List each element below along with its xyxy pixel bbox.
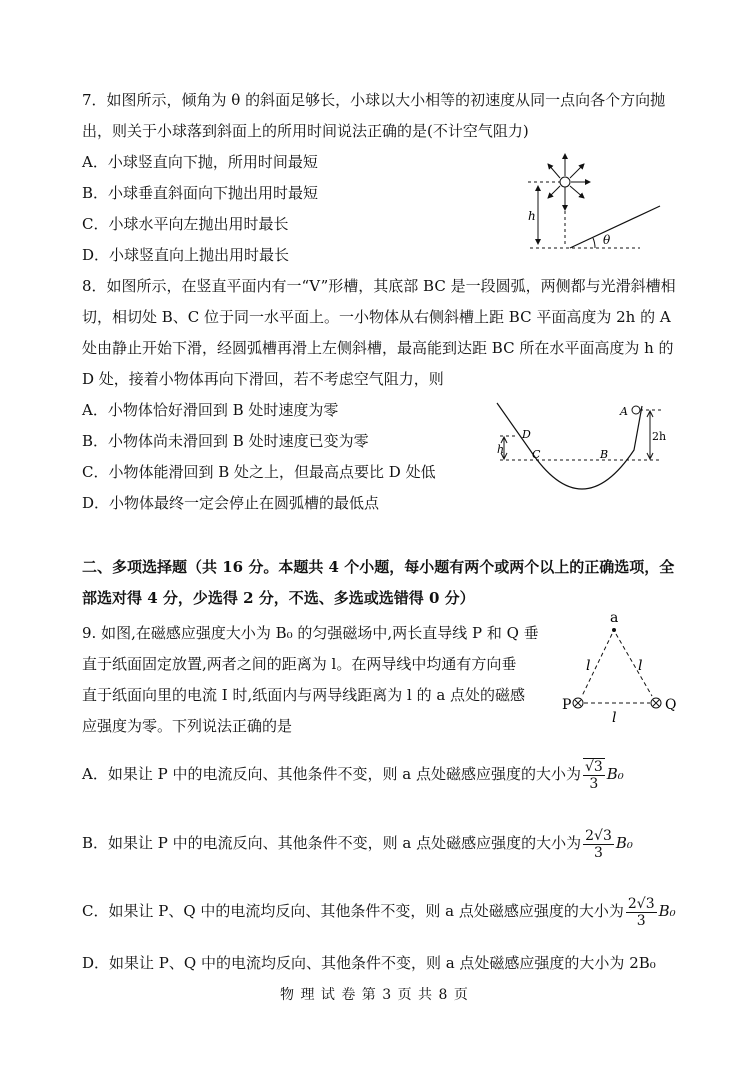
q9-fig-l-bottom: l: [612, 710, 617, 726]
q9-fig-l-right: l: [638, 658, 643, 674]
q8-option-b: B．小物体尚未滑回到 B 处时速度已变为零: [82, 432, 369, 450]
q9-stem-line4: 应强度为零。下列说法正确的是: [82, 717, 293, 735]
q9-option-c-text: C．如果让 P、Q 中的电流均反向、其他条件不变，则 a 点处磁感应强度的大小为: [82, 902, 624, 920]
q9-option-c-denominator: 3: [636, 912, 646, 929]
q9-option-b-fraction: [583, 828, 614, 861]
q9-option-a-text: A．如果让 P 中的电流反向、其他条件不变，则 a 点处磁感应强度的大小为: [82, 765, 581, 783]
q9-fig-q-label: Q: [665, 697, 677, 713]
q7-option-b: B．小球垂直斜面向下抛出用时最短: [82, 184, 319, 202]
q7-option-d: D．小球竖直向上抛出用时最长: [82, 246, 290, 264]
q9-option-b: [82, 825, 633, 861]
q9-figure: [562, 606, 690, 726]
q8-figure: [492, 398, 672, 493]
q9-stem-line2: 直于纸面固定放置,两者之间的距离为 l。在两导线中均通有方向垂: [82, 655, 517, 673]
q8-stem-line1: 8．如图所示，在竖直平面内有一“V”形槽，其底部 BC 是一段圆弧，两侧都与光滑斜槽相: [82, 277, 676, 295]
q9-option-b-text: B．如果让 P 中的电流反向、其他条件不变，则 a 点处磁感应强度的大小为: [82, 834, 582, 852]
q8-option-a: A．小物体恰好滑回到 B 处时速度为零: [82, 401, 339, 419]
q8-fig-a-label: A: [620, 405, 628, 418]
q7-stem-line2: 出，则关于小球落到斜面上的所用时间说法正确的是(不计空气阻力): [82, 122, 529, 140]
q9-option-a: [82, 756, 624, 792]
q9-option-a-unit: B₀: [606, 765, 624, 783]
q8-option-d: D．小物体最终一定会停止在圆弧槽的最低点: [82, 494, 380, 512]
q9-fig-l-left: l: [586, 658, 591, 674]
q7-option-a: A．小球竖直向下抛，所用时间最短: [82, 153, 318, 171]
q8-stem-line4: D 处，接着小物体再向下滑回，若不考虑空气阻力，则: [82, 370, 444, 388]
q7-fig-h-label: h: [528, 209, 536, 223]
q9-option-b-numerator: 2√3: [585, 827, 612, 844]
q9-fig-p-label: P: [562, 697, 572, 713]
q9-option-c-unit: B₀: [658, 902, 676, 920]
q8-fig-d-label: D: [522, 428, 531, 441]
section2-heading-line2: 部选对得 4 分，少选得 2 分，不选、多选或选错得 0 分）: [82, 589, 475, 607]
q9-stem-line1: 9. 如图,在磁感应强度大小为 B₀ 的匀强磁场中,两长直导线 P 和 Q 垂: [82, 624, 539, 642]
q7-figure: [520, 150, 670, 255]
q9-option-a-fraction: [583, 758, 605, 792]
q8-stem-line2: 切，相切处 B、C 位于同一水平面上。一小物体从右侧斜槽上距 BC 平面高度为 2h 的 A: [82, 308, 671, 326]
q9-option-c-numerator: 2√3: [627, 895, 655, 912]
q7-option-c: C．小球水平向左抛出用时最长: [82, 215, 289, 233]
q9-option-a-denominator: 3: [589, 776, 599, 792]
q7-stem-line1: 7．如图所示，倾角为 θ 的斜面足够长，小球以大小相等的初速度从同一点向各个方向抛: [82, 91, 666, 109]
q8-stem-line3: 处由静止开始下滑，经圆弧槽再滑上左侧斜槽，最高能到达距 BC 所在水平面高度为 h 的: [82, 339, 674, 357]
q8-fig-2h-label: 2h: [652, 430, 667, 443]
q9-option-b-denominator: 3: [594, 844, 603, 861]
q8-fig-b-label: B: [600, 448, 609, 461]
q8-option-c: C．小物体能滑回到 B 处之上，但最高点要比 D 处低: [82, 463, 436, 481]
q8-fig-h-label: h: [497, 443, 505, 456]
q9-option-b-unit: B₀: [615, 834, 633, 852]
q9-stem-line3: 直于纸面向里的电流 I 时,纸面内与两导线距离为 l 的 a 点处的磁感: [82, 686, 526, 704]
page-footer: 物 理 试 卷 第 3 页 共 8 页: [280, 987, 469, 1003]
q9-option-a-numerator: √3: [584, 759, 603, 775]
q9-option-c-fraction: [626, 896, 657, 929]
q9-option-c: [82, 893, 676, 929]
q9-option-d: D．如果让 P、Q 中的电流均反向、其他条件不变，则 a 点处磁感应强度的大小为 2B₀: [82, 954, 656, 972]
section2-heading-line1: 二、多项选择题（共 16 分。本题共 4 个小题，每小题有两个或两个以上的正确选项，全: [82, 558, 675, 576]
q7-fig-theta-label: θ: [603, 233, 611, 247]
q9-fig-a-label: a: [610, 610, 619, 626]
q8-fig-c-label: C: [532, 448, 541, 461]
